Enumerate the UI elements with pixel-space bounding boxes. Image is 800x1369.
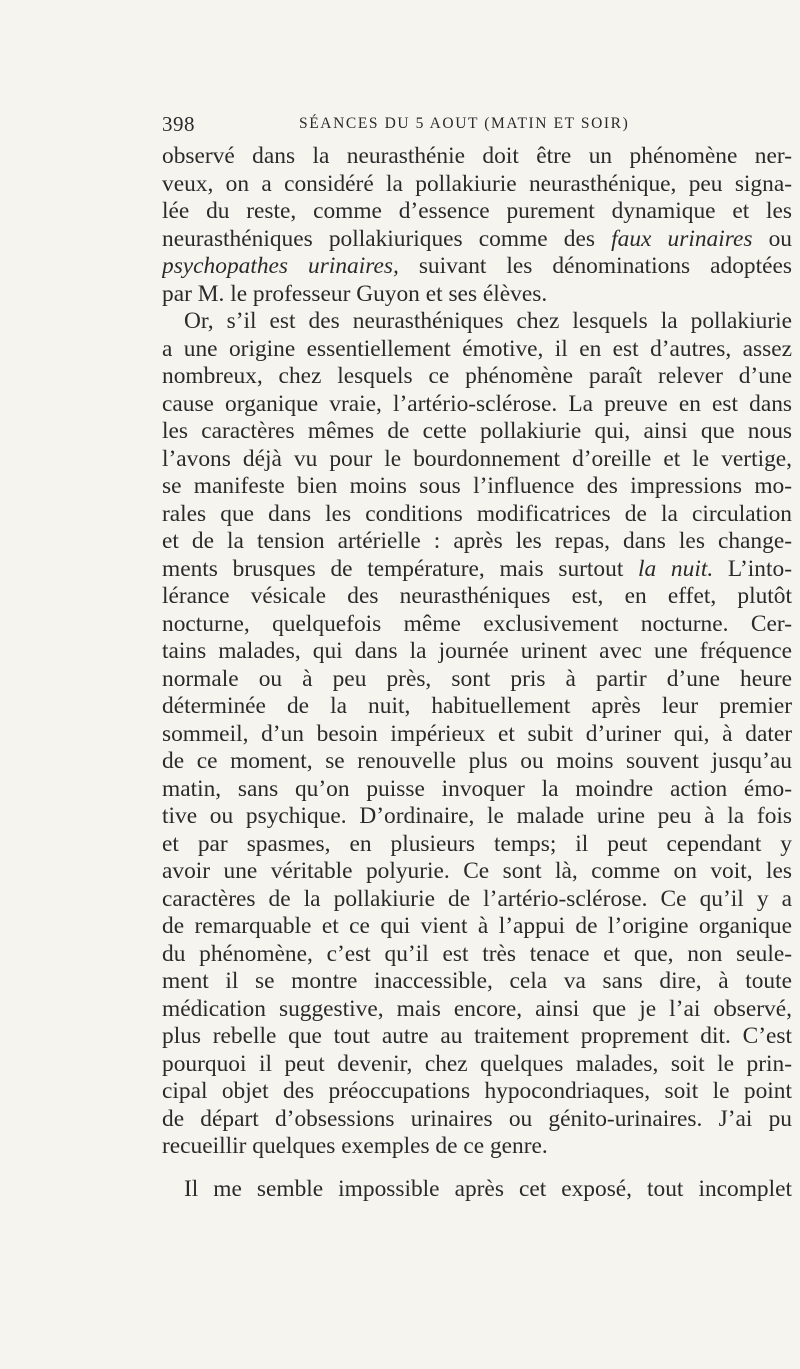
text-line: caractères de la pollakiurie de l’artério-sclérose. Ce qu’il y a (162, 885, 792, 912)
text-line: observé dans la neurasthénie doit être un phénomène ner- (162, 143, 792, 169)
text-line: pourquoi il peut devenir, chez quelques malades, soit le prin- (162, 1050, 792, 1077)
text-line: nombreux, chez lesquels ce phénomène paraît relever d’une (162, 363, 792, 389)
running-title: SÉANCES DU 5 AOUT (MATIN ET SOIR) (299, 115, 630, 132)
text-line: les caractères mêmes de cette pollakiurie qui, ainsi que nous (162, 418, 792, 444)
page-header (162, 112, 792, 142)
text-line: et de la tension artérielle : après les repas, dans les change- (162, 528, 792, 554)
text-line: tive ou psychique. D’ordinaire, le malade urine peu à la fois (162, 803, 792, 829)
text-line: se manifeste bien moins sous l’influence des impressions mo- (162, 473, 792, 499)
text-line: plus rebelle que tout autre au traitement proprement dit. C’est (162, 1023, 792, 1049)
text-line: médication suggestive, mais encore, ainsi que je l’ai observé, (162, 995, 792, 1022)
text-line: tains malades, qui dans la journée urinent avec une fréquence (162, 638, 792, 664)
text-line: matin, sans qu’on puisse invoquer la moindre action émo- (162, 775, 792, 802)
page-number: 398 (162, 112, 195, 136)
text-line: avoir une véritable polyurie. Ce sont là, comme on voit, les (162, 858, 792, 884)
text-line: Or, s’il est des neurasthéniques chez lesquels la pollakiurie (184, 308, 792, 334)
text-line: ments brusques de température, mais surtout la nuit. L’into- (162, 555, 792, 582)
text-line: nocturne, quelquefois même exclusivement nocturne. Cer- (162, 610, 792, 637)
text-line: de ce moment, se renouvelle plus ou moins souvent jusqu’au (162, 748, 792, 774)
text-line: l’avons déjà vu pour le bourdonnement d’oreille et le vertige, (162, 445, 792, 472)
text-line: sommeil, d’un besoin impérieux et subit d’uriner qui, à dater (162, 720, 792, 747)
text-line: Il me semble impossible après cet exposé, tout incomplet (184, 1176, 792, 1202)
text-line: cause organique vraie, l’artério-sclérose. La preuve en est dans (162, 390, 792, 417)
text-line: lérance vésicale des neurasthéniques est, en effet, plutôt (162, 583, 792, 609)
text-line: recueillir quelques exemples de ce genre. (162, 1133, 548, 1159)
text-line: de remarquable et ce qui vient à l’appui de l’origine organique (162, 913, 792, 939)
text-line: rales que dans les conditions modificatrices de la circulation (162, 500, 792, 527)
text-line: du phénomène, c’est qu’il est très tenace et que, non seule- (162, 940, 792, 967)
text-line: psychopathes urinaires, suivant les dénominations adoptées (162, 253, 792, 279)
text-line: neurasthéniques pollakiuriques comme des faux urinaires ou (162, 225, 792, 252)
text-line: normale ou à peu près, sont pris à partir d’une heure (162, 665, 792, 692)
text-line: cipal objet des préoccupations hypocondriaques, soit le point (162, 1078, 792, 1104)
text-line: a une origine essentiellement émotive, il en est d’autres, assez (162, 335, 792, 362)
text-line: et par spasmes, en plusieurs temps; il peut cependant y (162, 830, 792, 857)
text-line: veux, on a considéré la pollakiurie neurasthénique, peu signa- (162, 170, 792, 197)
text-line: de départ d’obsessions urinaires ou génito-urinaires. J’ai pu (162, 1105, 792, 1132)
text-line: ment il se montre inaccessible, cela va sans dire, à toute (162, 968, 792, 994)
text-line: lée du reste, comme d’essence purement dynamique et les (162, 198, 792, 224)
text-line: déterminée de la nuit, habituellement après leur premier (162, 693, 792, 719)
text-line: par M. le professeur Guyon et ses élèves. (162, 280, 548, 307)
